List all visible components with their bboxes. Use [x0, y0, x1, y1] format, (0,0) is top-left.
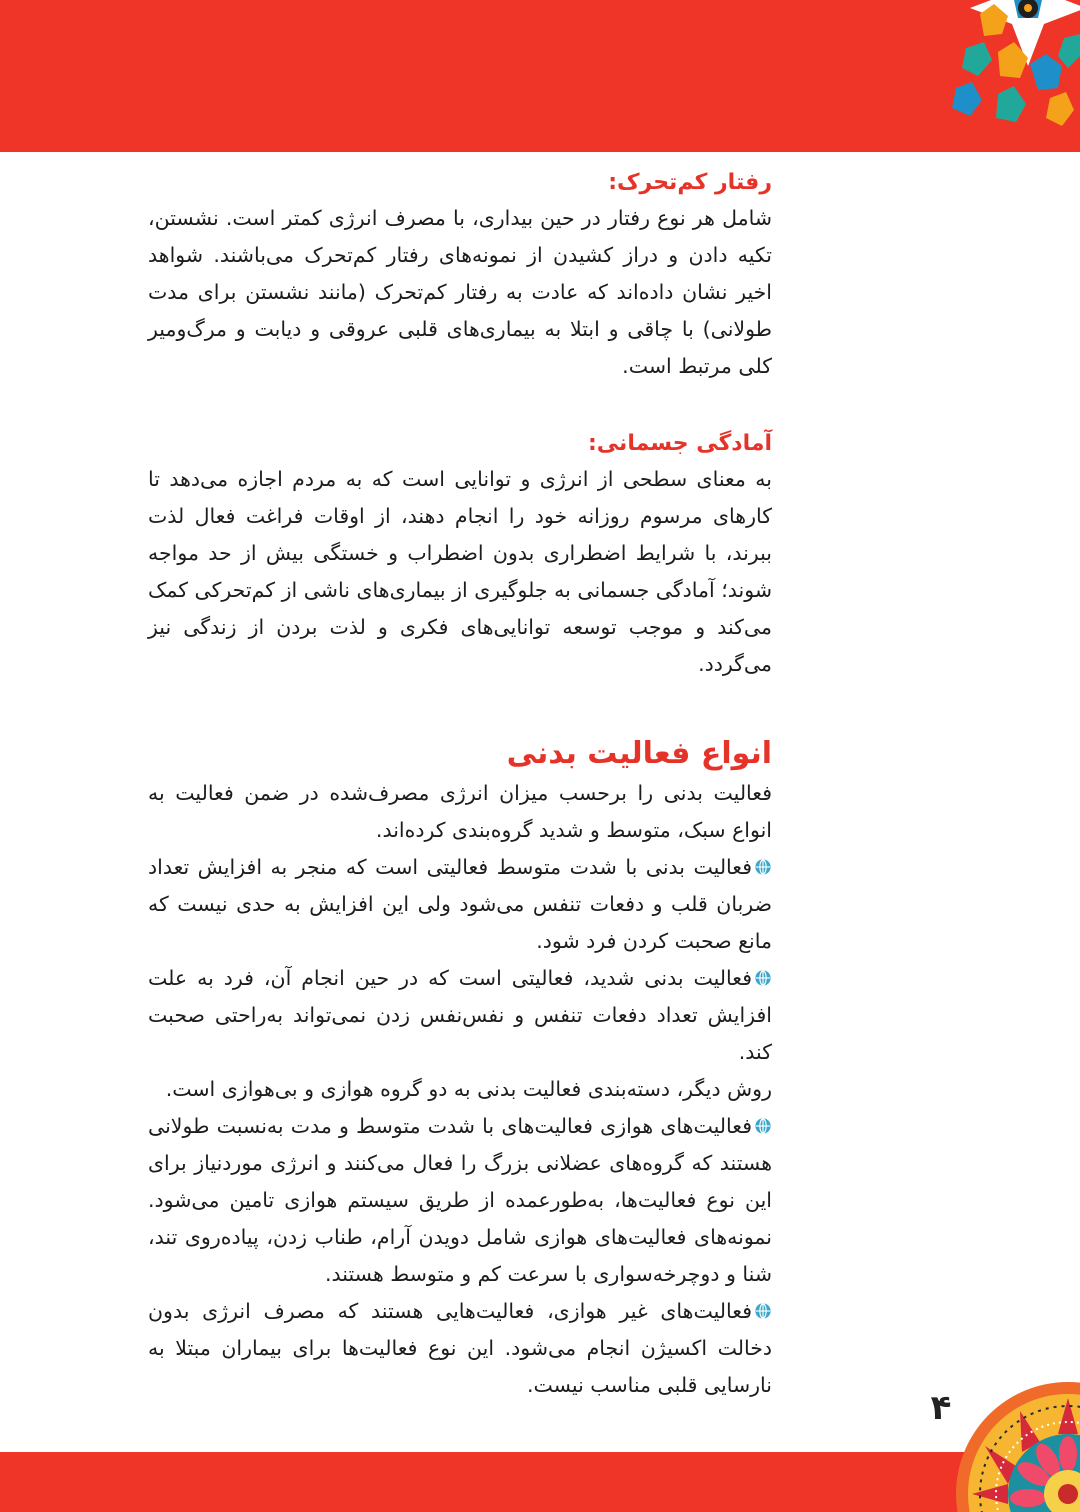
sedentary-behavior-text: شامل هر نوع رفتار در حین بیداری، با مصرف انرژی کمتر است. نشستن، تکیه دادن و دراز کشیدن از نمونه‌های رفتار کم‌تحرک می‌باشند. شواهد اخیر نشان داده‌اند که عادت به رفتار کم‌تحرک (مانند نشستن برای مدت طولانی) با چاقی و ابتلا به بیماری‌های قلبی عروقی و دیابت و مرگ‌ومیر کلی مرتبط است.: [148, 206, 772, 378]
globe-bullet-icon: [754, 1302, 772, 1320]
classification-text: روش دیگر، دسته‌بندی فعالیت بدنی به دو گروه هوازی و بی‌هوازی است.: [165, 1077, 772, 1101]
page-number: ۴: [930, 1388, 952, 1428]
physical-fitness-heading: آمادگی جسمانی:: [588, 431, 772, 456]
top-banner: [0, 0, 1080, 152]
globe-bullet-icon: [754, 858, 772, 876]
bottom-banner: [0, 1452, 1080, 1512]
list-item: [148, 1108, 772, 1293]
globe-bullet-icon: [754, 1117, 772, 1135]
moderate-activity-text: فعالیت بدنی با شدت متوسط فعالیتی است که منجر به افزایش تعداد ضربان قلب و دفعات تنفس می‌شود ولی این افزایش به حدی نیست که مانع صحبت کردن فرد شود.: [148, 855, 772, 953]
anaerobic-activity-text: فعالیت‌های غیر هوازی، فعالیت‌هایی هستند که مصرف انرژی بدون دخالت اکسیژن انجام می‌شود. این نوع فعالیت‌ها برای بیماران مبتلا به نارسایی قلبی مناسب نیست.: [148, 1299, 772, 1397]
activity-types-title: انواع فعالیت بدنی: [506, 736, 772, 771]
page-content: [148, 166, 772, 1404]
list-item: [148, 960, 772, 1071]
vigorous-activity-text: فعالیت بدنی شدید، فعالیتی است که در حین انجام آن، فرد به علت افزایش تعداد دفعات تنفس و نفس‌نفس زدن نمی‌تواند به‌راحتی صحبت کند.: [148, 966, 772, 1064]
aerobic-activity-text: فعالیت‌های هوازی فعالیت‌های با شدت متوسط و مدت به‌نسبت طولانی هستند که گروه‌های عضلانی بزرگ را فعال می‌کنند و انرژی موردنیاز برای این نوع فعالیت‌ها، به‌طورعمده از طریق سیستم هوازی تامین می‌شود. نمونه‌های فعالیت‌های هوازی شامل دویدن آرام، طناب زدن، پیاده‌روی تند، شنا و دوچرخه‌سواری با سرعت کم و متوسط هستند.: [148, 1114, 772, 1286]
list-item: [148, 1293, 772, 1404]
physical-fitness-text: به معنای سطحی از انرژی و توانایی است که به مردم اجازه می‌دهد تا کارهای مرسوم روزانه خود را انجام دهند، از اوقات فراغت فعال لذت ببرند، با شرایط اضطراری بدون اضطراب و خستگی بیش از حد مواجه شوند؛ آمادگی جسمانی به جلوگیری از بیماری‌های ناشی از کم‌تحرکی کمک می‌کند و موجب توسعه توانایی‌های فکری و لذت بردن از زندگی نیز می‌گردد.: [148, 467, 772, 676]
list-item: [148, 849, 772, 960]
sedentary-behavior-heading: رفتار کم‌تحرک:: [608, 170, 772, 195]
mandala-ornament-icon: [920, 0, 1080, 140]
globe-bullet-icon: [754, 969, 772, 987]
mandala-ornament-icon: [950, 1362, 1080, 1512]
activity-types-intro: فعالیت بدنی را برحسب میزان انرژی مصرف‌شده در ضمن فعالیت به انواع سبک، متوسط و شدید گروه‌بندی کرده‌اند.: [148, 781, 772, 842]
